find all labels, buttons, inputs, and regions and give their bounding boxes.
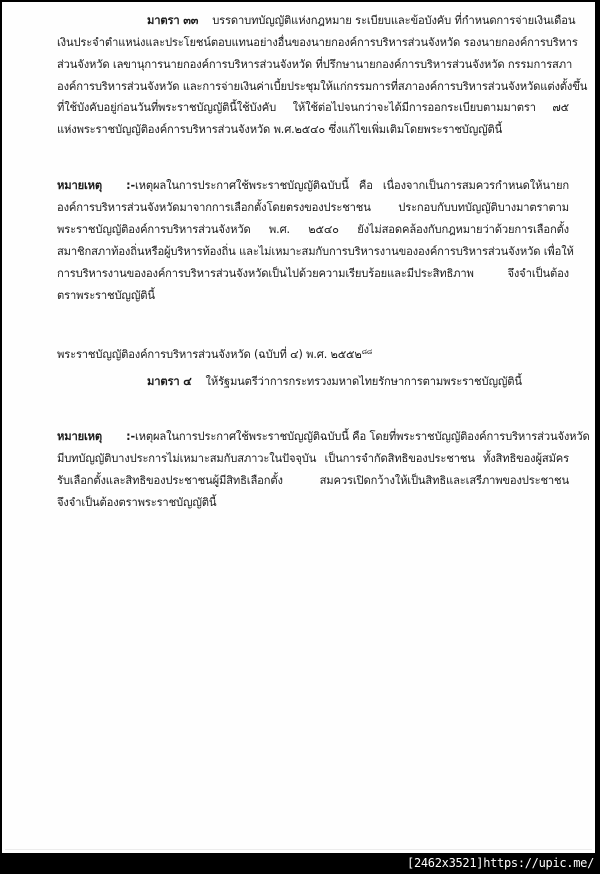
document-page [2,2,595,853]
section-4-label: มาตรา ๔ [147,375,192,388]
note-1-text-1: เหตุผลในการประกาศใช้พระราชบัญญัติฉบับนี้ คือ เนื่องจากเป็นการสมควรกำหนดให้นายก [135,179,569,192]
section-33-line-5: ที่ใช้บังคับอยู่ก่อนวันที่พระราชบัญญัตินี้ใช้บังคับ ให้ใช้ต่อไปจนกว่าจะได้มีการออกระเบียบตามมาตรา ๗๕ [57,101,569,114]
note-2-line-1 [57,430,590,444]
section-4-text: ให้รัฐมนตรีว่าการกระทรวงมหาดไทยรักษาการตามพระราชบัญญัตินี้ [205,375,522,388]
note-1-line-5: การบริหารงานขององค์การบริหารส่วนจังหวัดเป็นไปด้วยความเรียบร้อยและมีประสิทธิภาพ จึงจำเป็นต้อง [57,267,569,280]
section-33-text-1: บรรดาบทบัญญัติแห่งกฎหมาย ระเบียบและข้อบังคับ ที่กำหนดการจ่ายเงินเดือน [212,14,576,27]
note-2-text-1: เหตุผลในการประกาศใช้พระราชบัญญัติฉบับนี้ คือ โดยที่พระราชบัญญัติองค์การบริหารส่วนจังหวัด [135,430,590,443]
note-2-line-3: รับเลือกตั้งและสิทธิของประชาชนผู้มีสิทธิเลือกตั้ง สมควรเปิดกว้างให้เป็นสิทธิและเสรีภาพของประชาชน [57,474,569,487]
note-2-line-2: มีบทบัญญัติบางประการไม่เหมาะสมกับสภาวะในปัจจุบัน เป็นการจำกัดสิทธิของประชาชน ทั้งสิทธิของผู้สมัคร [57,452,569,465]
act-title-text: พระราชบัญญัติองค์การบริหารส่วนจังหวัด (ฉบับที่ ๔) พ.ศ. ๒๕๕๒ [57,348,362,361]
note-1-label: หมายเหตุ :- [57,179,135,192]
note-1-line-4: สมาชิกสภาท้องถิ่นหรือผู้บริหารท้องถิ่น และไม่เหมาะสมกับการบริหารงานขององค์การบริหารส่วนจังหวัด เพื่อให้ [57,245,574,258]
watermark-text: [2462x3521]https://upic.me/ [407,856,594,870]
section-4 [147,375,522,389]
note-1-line-3: พระราชบัญญัติองค์การบริหารส่วนจังหวัด พ.ศ. ๒๕๔๐ ยังไม่สอดคล้องกับกฎหมายว่าด้วยการเลือกตั้ง [57,223,569,236]
footnote-mark: ๘๘ [361,348,373,356]
section-33-line-1 [147,14,576,28]
section-33-line-3: ส่วนจังหวัด เลขานุการนายกองค์การบริหารส่วนจังหวัด ที่ปรึกษานายกองค์การบริหารส่วนจังหวัด กรรมการสภา [57,58,573,71]
note-1-line-1 [57,179,569,193]
right-frame-border [595,0,600,874]
section-33-line-6: แห่งพระราชบัญญัติองค์การบริหารส่วนจังหวัด พ.ศ.๒๕๔๐ ซึ่งแก้ไขเพิ่มเติมโดยพระราชบัญญัตินี้ [57,123,503,136]
act-title [57,345,372,362]
note-2-line-4: จึงจำเป็นต้องตราพระราชบัญญัตินี้ [57,496,217,509]
section-33-line-2: เงินประจำตำแหน่งและประโยชน์ตอบแทนอย่างอื่นของนายกองค์การบริหารส่วนจังหวัด รองนายกองค์การบริหาร [57,36,578,49]
note-1-line-6: ตราพระราชบัญญัตินี้ [57,289,155,302]
note-1-line-2: องค์การบริหารส่วนจังหวัดมาจากการเลือกตั้งโดยตรงของประชาชน ประกอบกับบทบัญญัติบางมาตราตาม [57,201,569,214]
section-33-label: มาตรา ๓๓ [147,14,199,27]
note-2-label: หมายเหตุ :- [57,430,135,443]
section-33-line-4: องค์การบริหารส่วนจังหวัด และการจ่ายเงินค่าเบี้ยประชุมให้แก่กรรมการที่สภาองค์การบริหารส่วนจังหวัดแต่งตั้งขึ้น [57,80,588,93]
watermark-bar [0,853,600,874]
